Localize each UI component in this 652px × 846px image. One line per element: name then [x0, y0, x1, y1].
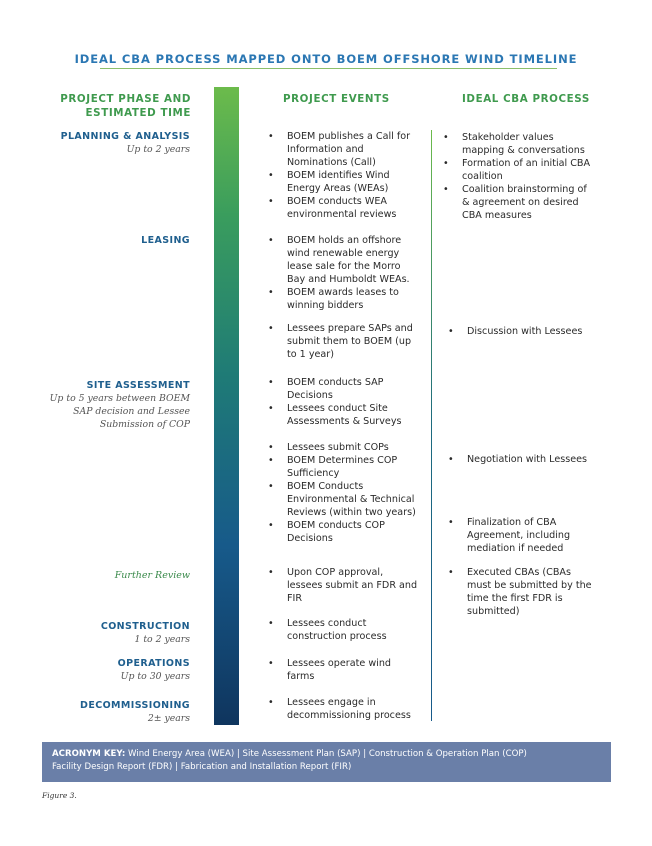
acronym-key-label: ACRONYM KEY: [52, 749, 126, 759]
cba-item: • Formation of an initial CBA coalition [443, 157, 593, 183]
events-further-review [268, 566, 418, 605]
phase-time: 2± years [147, 713, 190, 724]
events-cop [268, 441, 418, 545]
cba-finalization [448, 516, 598, 555]
cba-item: • Finalization of CBA Agreement, including mediation if needed [448, 516, 598, 555]
cba-item: • Stakeholder values mapping & conversations [443, 131, 593, 157]
phase-name: LEASING [141, 235, 190, 246]
phase-construction [101, 620, 190, 646]
phase-header-line1: PROJECT PHASE AND [60, 93, 191, 105]
phase-site-assessment [50, 379, 190, 431]
figure-caption: Figure 3. [42, 791, 77, 800]
event-item: • BOEM Determines COP Sufficiency [268, 454, 418, 480]
phase-further-review [115, 569, 190, 582]
event-item: • Lessees prepare SAPs and submit them to BOEM (up to 1 year) [268, 322, 418, 361]
cba-timeline-line [431, 130, 432, 721]
phase-name: CONSTRUCTION [100, 621, 190, 632]
cba-item: • Negotiation with Lessees [448, 453, 598, 466]
event-item: • BOEM holds an offshore wind renewable energy lease sale for the Morro Bay and Humboldt WEAs. [268, 234, 418, 286]
phase-header-line2: ESTIMATED TIME [85, 107, 191, 119]
cba-column-header: IDEAL CBA PROCESS [462, 93, 590, 105]
phase-decommissioning [80, 699, 190, 725]
timeline-gradient-bar [214, 87, 239, 725]
acronym-key-line1 [52, 748, 601, 761]
phase-planning [61, 130, 190, 156]
acronym-key-text: Wind Energy Area (WEA) | Site Assessment Plan (SAP) | Construction & Operation Plan (COP) [128, 749, 527, 759]
events-site-assessment [268, 376, 418, 428]
phase-name: DECOMMISSIONING [80, 700, 190, 711]
events-sap-prep [268, 322, 418, 361]
event-item: • Lessees submit COPs [268, 441, 418, 454]
event-item: • Lessees conduct Site Assessments & Surveys [268, 402, 418, 428]
event-item: • BOEM conducts COP Decisions [268, 519, 418, 545]
phase-time: Up to 5 years between BOEM [49, 393, 190, 404]
event-item: • BOEM conducts SAP Decisions [268, 376, 418, 402]
phase-time: 1 to 2 years [134, 634, 190, 645]
cba-executed [448, 566, 598, 618]
cba-discussion [448, 325, 598, 338]
event-item: • Upon COP approval, lessees submit an FDR and FIR [268, 566, 418, 605]
event-item: • Lessees conduct construction process [268, 617, 418, 643]
diagram-title: IDEAL CBA PROCESS MAPPED ONTO BOEM OFFSHORE WIND TIMELINE [74, 52, 578, 66]
cba-negotiation [448, 453, 598, 466]
phase-operations [118, 657, 190, 683]
event-item: • BOEM identifies Wind Energy Areas (WEAs) [268, 169, 418, 195]
events-construction [268, 617, 418, 643]
events-operations [268, 657, 418, 683]
phase-name: OPERATIONS [117, 658, 190, 669]
acronym-key-line2: Facility Design Report (FDR) | Fabrication and Installation Report (FIR) [52, 762, 352, 772]
phase-time: Up to 2 years [126, 144, 190, 155]
cba-planning [443, 131, 593, 222]
phase-leasing [141, 234, 190, 247]
phase-column-header [60, 92, 191, 120]
phase-name: Further Review [114, 570, 190, 581]
phase-time: SAP decision and Lessee [73, 406, 190, 417]
event-item: • BOEM awards leases to winning bidders [268, 286, 418, 312]
event-item: • BOEM publishes a Call for Information and Nominations (Call) [268, 130, 418, 169]
acronym-key [42, 742, 611, 782]
events-decommissioning [268, 696, 418, 722]
event-item: • Lessees operate wind farms [268, 657, 418, 683]
phase-time: Submission of COP [99, 419, 190, 430]
phase-name: PLANNING & ANALYSIS [60, 131, 190, 142]
event-item: • Lessees engage in decommissioning process [268, 696, 418, 722]
events-planning [268, 130, 418, 221]
events-leasing [268, 234, 418, 312]
cba-item: • Discussion with Lessees [448, 325, 598, 338]
title-underline [100, 68, 557, 69]
phase-name: SITE ASSESSMENT [86, 380, 190, 391]
cba-item: • Executed CBAs (CBAs must be submitted by the time the first FDR is submitted) [448, 566, 598, 618]
event-item: • BOEM conducts WEA environmental reviews [268, 195, 418, 221]
event-item: • BOEM Conducts Environmental & Technical Reviews (within two years) [268, 480, 418, 519]
events-column-header: PROJECT EVENTS [283, 93, 390, 105]
phase-time: Up to 30 years [120, 671, 190, 682]
cba-item: • Coalition brainstorming of & agreement on desired CBA measures [443, 183, 593, 222]
